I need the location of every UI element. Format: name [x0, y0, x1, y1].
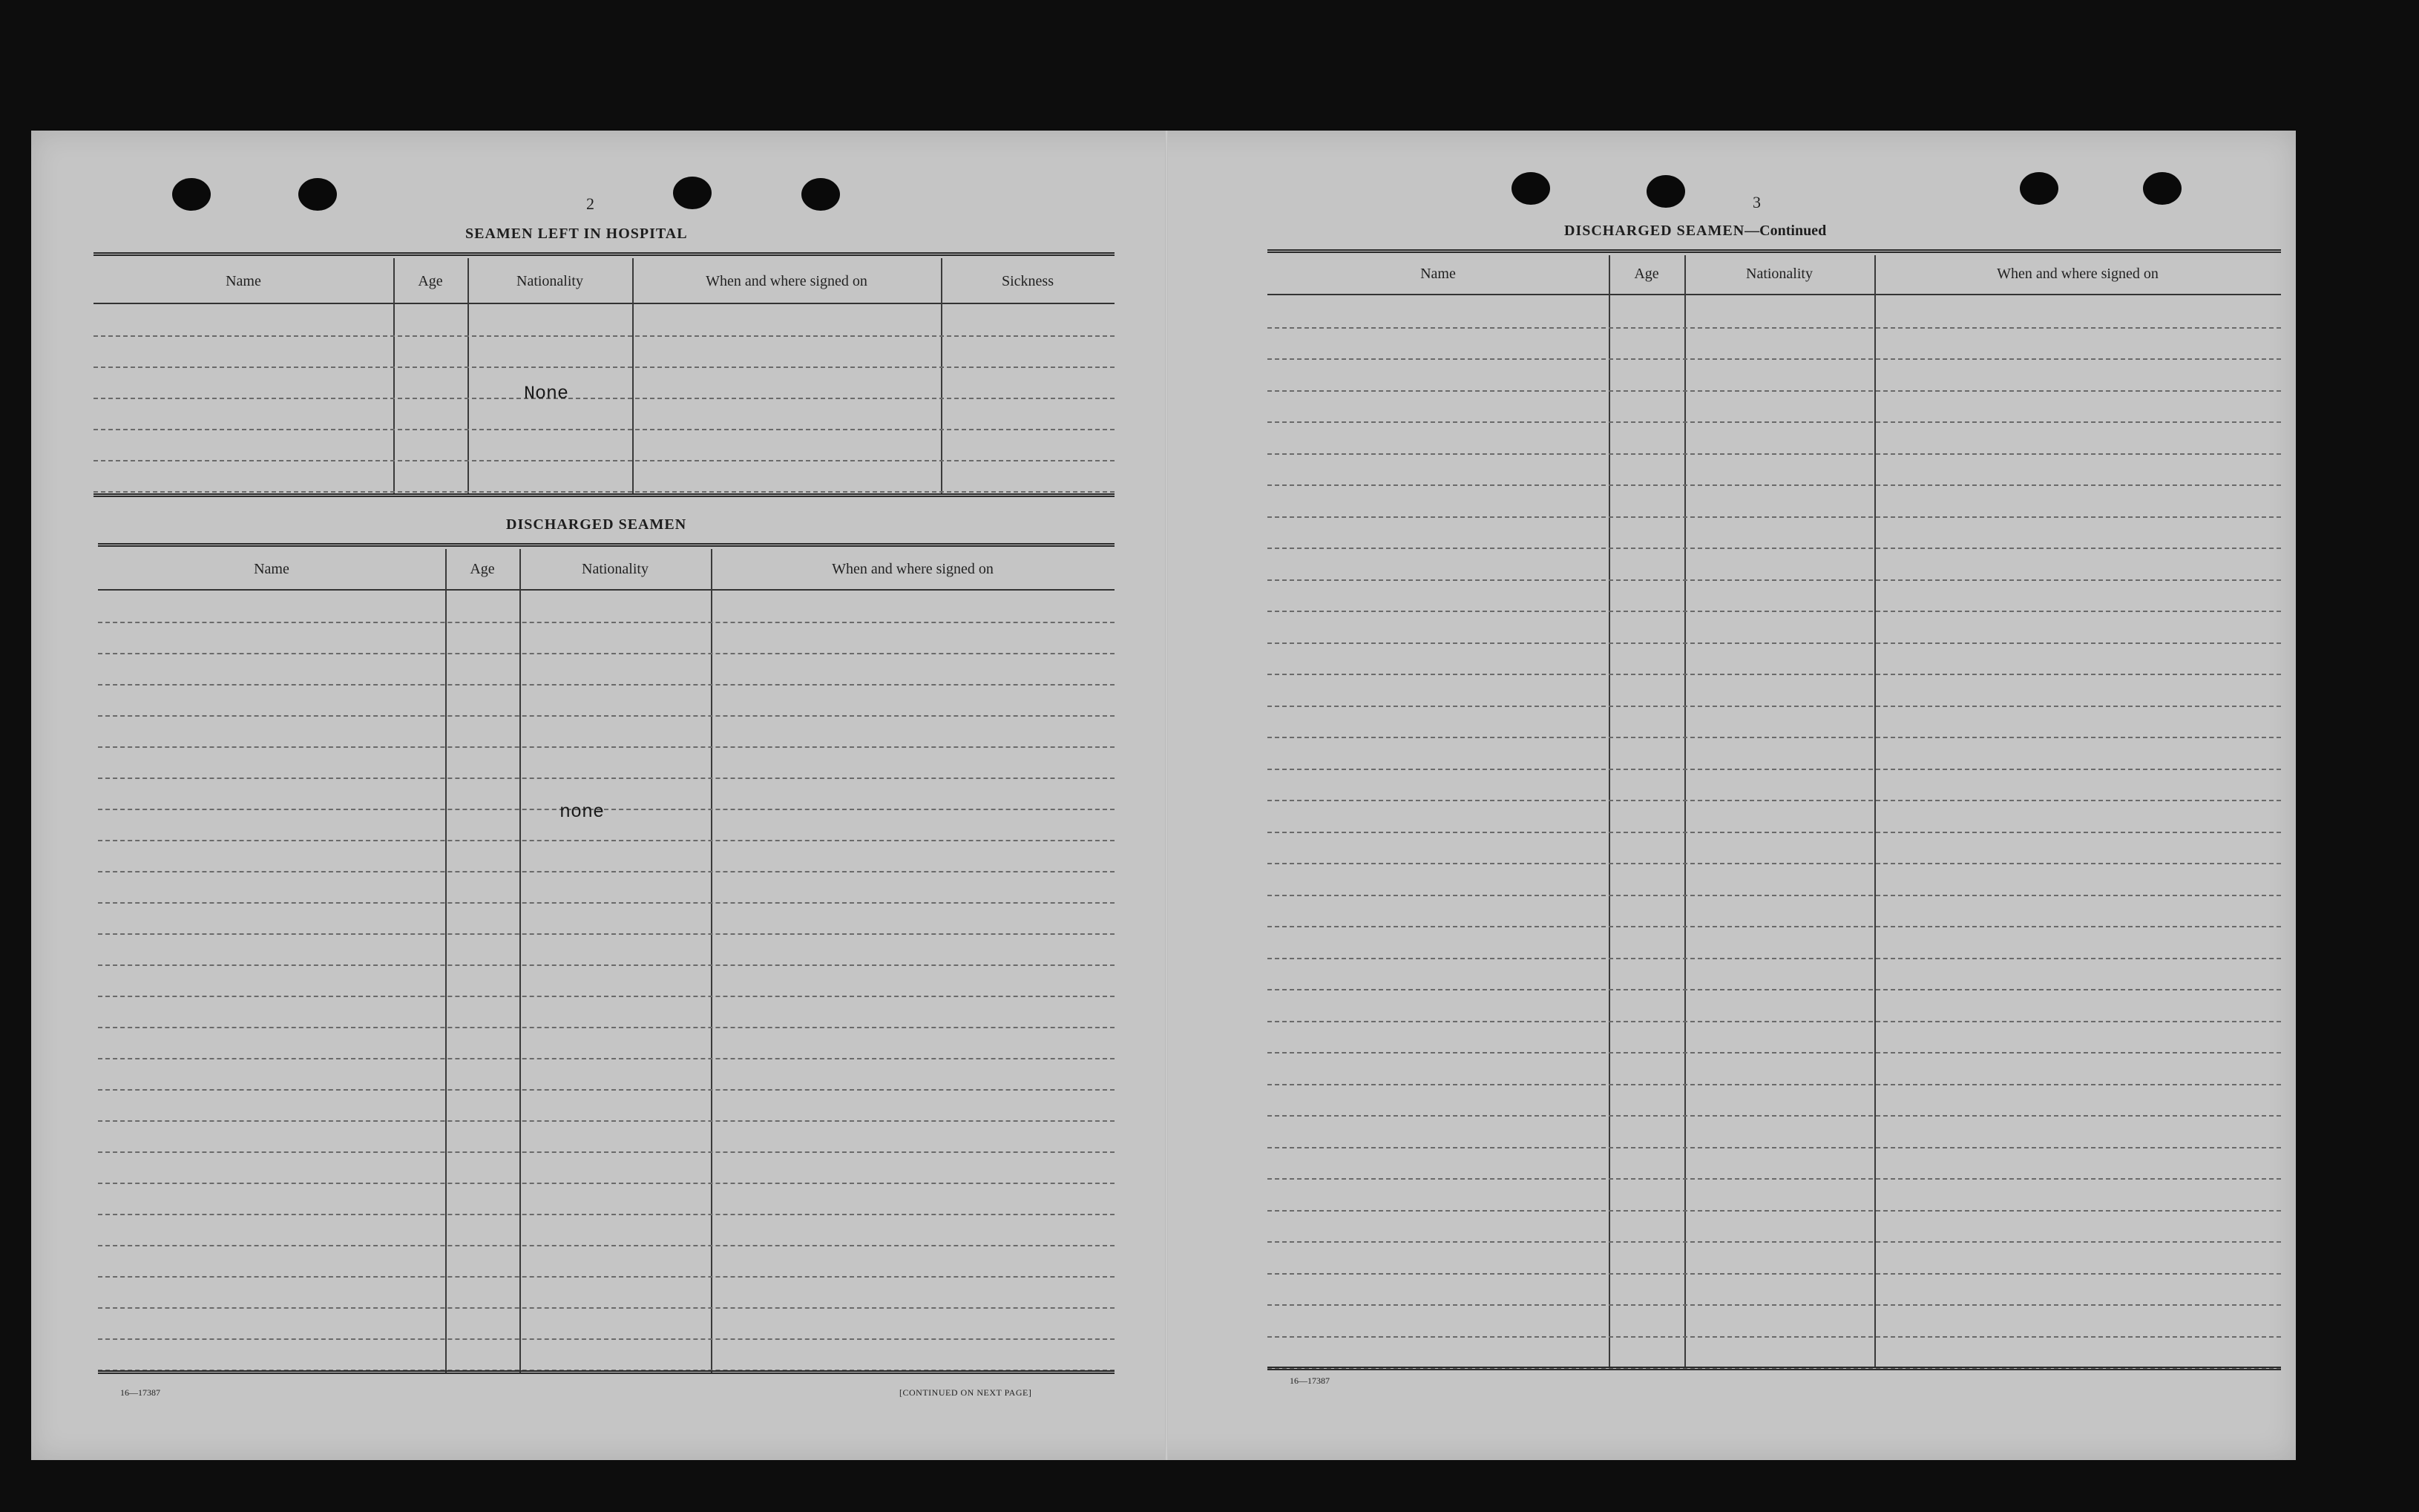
column-header-nationality: Nationality — [516, 273, 583, 289]
column-header-signed-on: When and where signed on — [1997, 266, 2159, 282]
title-main: DISCHARGED SEAMEN — [1564, 223, 1745, 239]
column-header-signed-on: When and where signed on — [706, 273, 867, 289]
table-row — [98, 1058, 1115, 1091]
column-header-nationality: Nationality — [582, 561, 649, 577]
table-row — [98, 871, 1115, 904]
table-row — [1267, 1304, 2281, 1338]
column-header-name: Name — [226, 273, 261, 289]
table-row — [1267, 611, 2281, 644]
table-row — [98, 1245, 1115, 1278]
table-row — [98, 684, 1115, 717]
table-row — [98, 1120, 1115, 1153]
table-row — [1267, 516, 2281, 550]
right-page — [1166, 131, 2296, 1460]
table-row — [93, 304, 1115, 337]
table-row — [1267, 769, 2281, 802]
table-row — [1267, 1052, 2281, 1085]
hospital-table — [93, 252, 1115, 499]
table-row — [98, 778, 1115, 810]
table-row — [1267, 642, 2281, 676]
table-row — [1267, 327, 2281, 361]
table-row — [1267, 1084, 2281, 1117]
table-row — [98, 746, 1115, 779]
table-row — [98, 840, 1115, 872]
table-row — [1267, 1241, 2281, 1275]
discharged-continued-table — [1267, 249, 2281, 1511]
table-row — [1267, 926, 2281, 959]
table-row — [98, 622, 1115, 654]
title-suffix: —Continued — [1744, 223, 1827, 239]
table-row — [93, 398, 1115, 430]
table-row — [1267, 1178, 2281, 1212]
table-row — [1267, 295, 2281, 329]
table-row — [98, 1151, 1115, 1184]
table-row — [93, 335, 1115, 368]
table-row — [1267, 1336, 2281, 1370]
table-row — [1267, 548, 2281, 581]
table-row — [98, 1027, 1115, 1059]
table-row — [1267, 674, 2281, 707]
column-header-sickness: Sickness — [1002, 273, 1054, 289]
table-row — [1267, 484, 2281, 518]
table-row — [1267, 579, 2281, 613]
table-row — [1267, 895, 2281, 928]
table-row — [1267, 1021, 2281, 1054]
table-row — [98, 1307, 1115, 1340]
table-row — [93, 367, 1115, 399]
page-number: 3 — [1753, 193, 1761, 211]
table-row — [98, 996, 1115, 1028]
table-row — [1267, 958, 2281, 991]
table-row — [1267, 863, 2281, 896]
table-row — [1267, 737, 2281, 770]
table-row — [1267, 1115, 2281, 1148]
form-number: 16—17387 — [120, 1387, 160, 1398]
table-row — [1267, 358, 2281, 392]
hospital-entry-none: None — [524, 383, 569, 404]
discharged-entry-none: none — [559, 801, 605, 823]
table-row — [98, 902, 1115, 935]
table-row — [93, 429, 1115, 461]
table-row — [98, 591, 1115, 623]
table-row — [93, 460, 1115, 493]
table-row — [1267, 706, 2281, 739]
table-row — [1267, 421, 2281, 455]
continued-note: [CONTINUED ON NEXT PAGE] — [899, 1387, 1032, 1398]
table-row — [98, 1338, 1115, 1371]
column-header-age: Age — [418, 273, 443, 289]
column-header-signed-on: When and where signed on — [832, 561, 994, 577]
table-row — [1267, 1210, 2281, 1243]
table-row — [98, 653, 1115, 686]
table-row — [1267, 1273, 2281, 1306]
table-row — [98, 715, 1115, 748]
table-row — [98, 1089, 1115, 1122]
form-number: 16—17387 — [1290, 1375, 1330, 1386]
table-row — [98, 1214, 1115, 1246]
document-sheet — [31, 131, 2296, 1460]
table-row — [1267, 390, 2281, 424]
table-row — [98, 809, 1115, 841]
table-row — [1267, 989, 2281, 1022]
column-header-nationality: Nationality — [1746, 266, 1813, 282]
table-row — [98, 1276, 1115, 1309]
table-row — [98, 933, 1115, 966]
column-header-age: Age — [1634, 266, 1659, 282]
table-row — [1267, 453, 2281, 487]
column-header-name: Name — [254, 561, 289, 577]
table-row — [1267, 832, 2281, 865]
table-row — [1267, 800, 2281, 833]
left-page — [31, 131, 1166, 1460]
discharged-section-title: DISCHARGED SEAMEN — [506, 516, 687, 533]
table-row — [1267, 1147, 2281, 1180]
page-number: 2 — [586, 194, 594, 213]
column-header-age: Age — [470, 561, 495, 577]
discharged-table — [98, 543, 1115, 1512]
table-row — [98, 1183, 1115, 1215]
table-row — [98, 964, 1115, 997]
discharged-continued-title — [1564, 223, 1826, 240]
hospital-section-title: SEAMEN LEFT IN HOSPITAL — [465, 226, 688, 242]
column-header-name: Name — [1420, 266, 1456, 282]
